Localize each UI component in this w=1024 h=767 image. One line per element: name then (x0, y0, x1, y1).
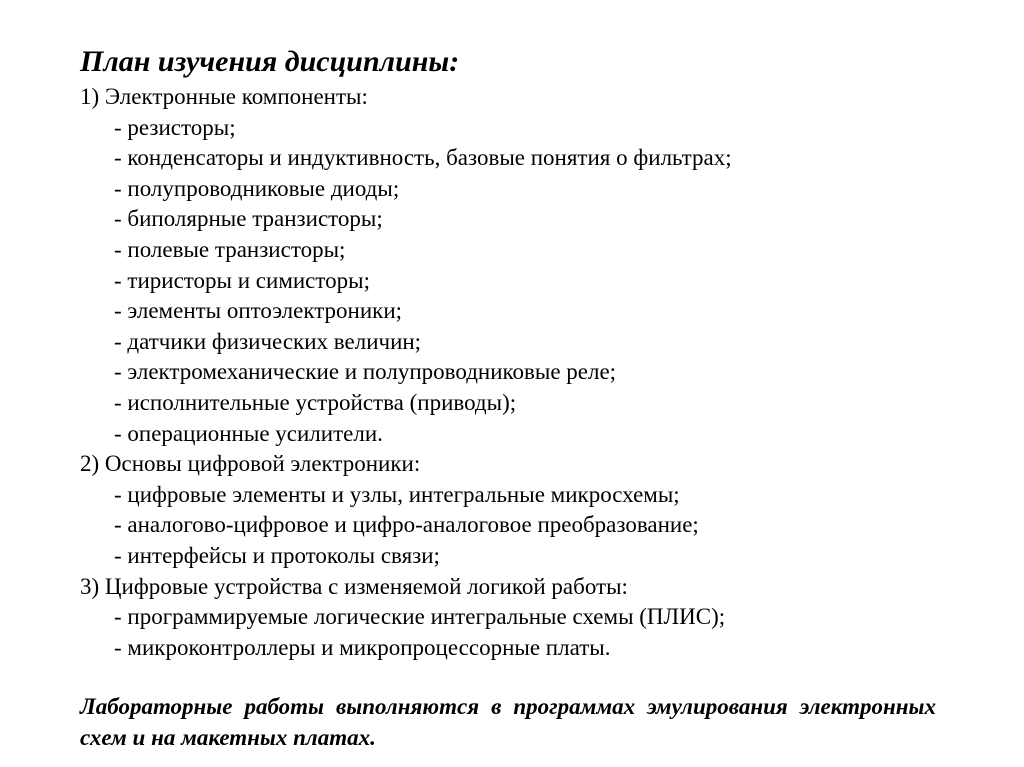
list-item: - тиристоры и симисторы; (114, 267, 370, 293)
list-item: - интерфейсы и протоколы связи; (114, 542, 440, 568)
slide-content (80, 42, 940, 753)
page-title: План изучения дисциплины: (80, 45, 460, 78)
section-heading: 2) Основы цифровой электроники: (80, 451, 421, 477)
plan-section-1 (80, 82, 940, 449)
list-item: - резисторы; (114, 114, 236, 140)
list-item: - полупроводниковые диоды; (114, 175, 400, 201)
list-item: - полевые транзисторы; (114, 236, 346, 262)
list-item: - программируемые логические интегральные схемы (ПЛИС); (114, 604, 726, 630)
section-heading: 3) Цифровые устройства с изменяемой логикой работы: (80, 573, 628, 599)
section-items (80, 113, 940, 450)
list-item: - цифровые элементы и узлы, интегральные микросхемы; (114, 481, 680, 507)
list-item: - микроконтроллеры и микропроцессорные платы. (114, 634, 611, 660)
list-item: - элементы оптоэлектроники; (114, 298, 403, 324)
section-items (80, 480, 940, 572)
lab-work-note: Лабораторные работы выполняются в программах эмулирования электронных схем и на макетных платах. (80, 694, 936, 751)
list-item: - биполярные транзисторы; (114, 206, 383, 232)
list-item: - конденсаторы и индуктивность, базовые понятия о фильтрах; (114, 145, 732, 171)
plan-section-2 (80, 449, 940, 571)
list-item: - аналогово-цифровое и цифро-аналоговое преобразование; (114, 512, 699, 538)
study-plan-list (80, 82, 940, 663)
list-item: - электромеханические и полупроводниковые реле; (114, 359, 617, 385)
plan-section-3 (80, 572, 940, 664)
section-items (80, 602, 940, 663)
list-item: - операционные усилители. (114, 420, 383, 446)
list-item: - исполнительные устройства (приводы); (114, 389, 517, 415)
list-item: - датчики физических величин; (114, 328, 422, 354)
section-heading: 1) Электронные компоненты: (80, 84, 368, 109)
